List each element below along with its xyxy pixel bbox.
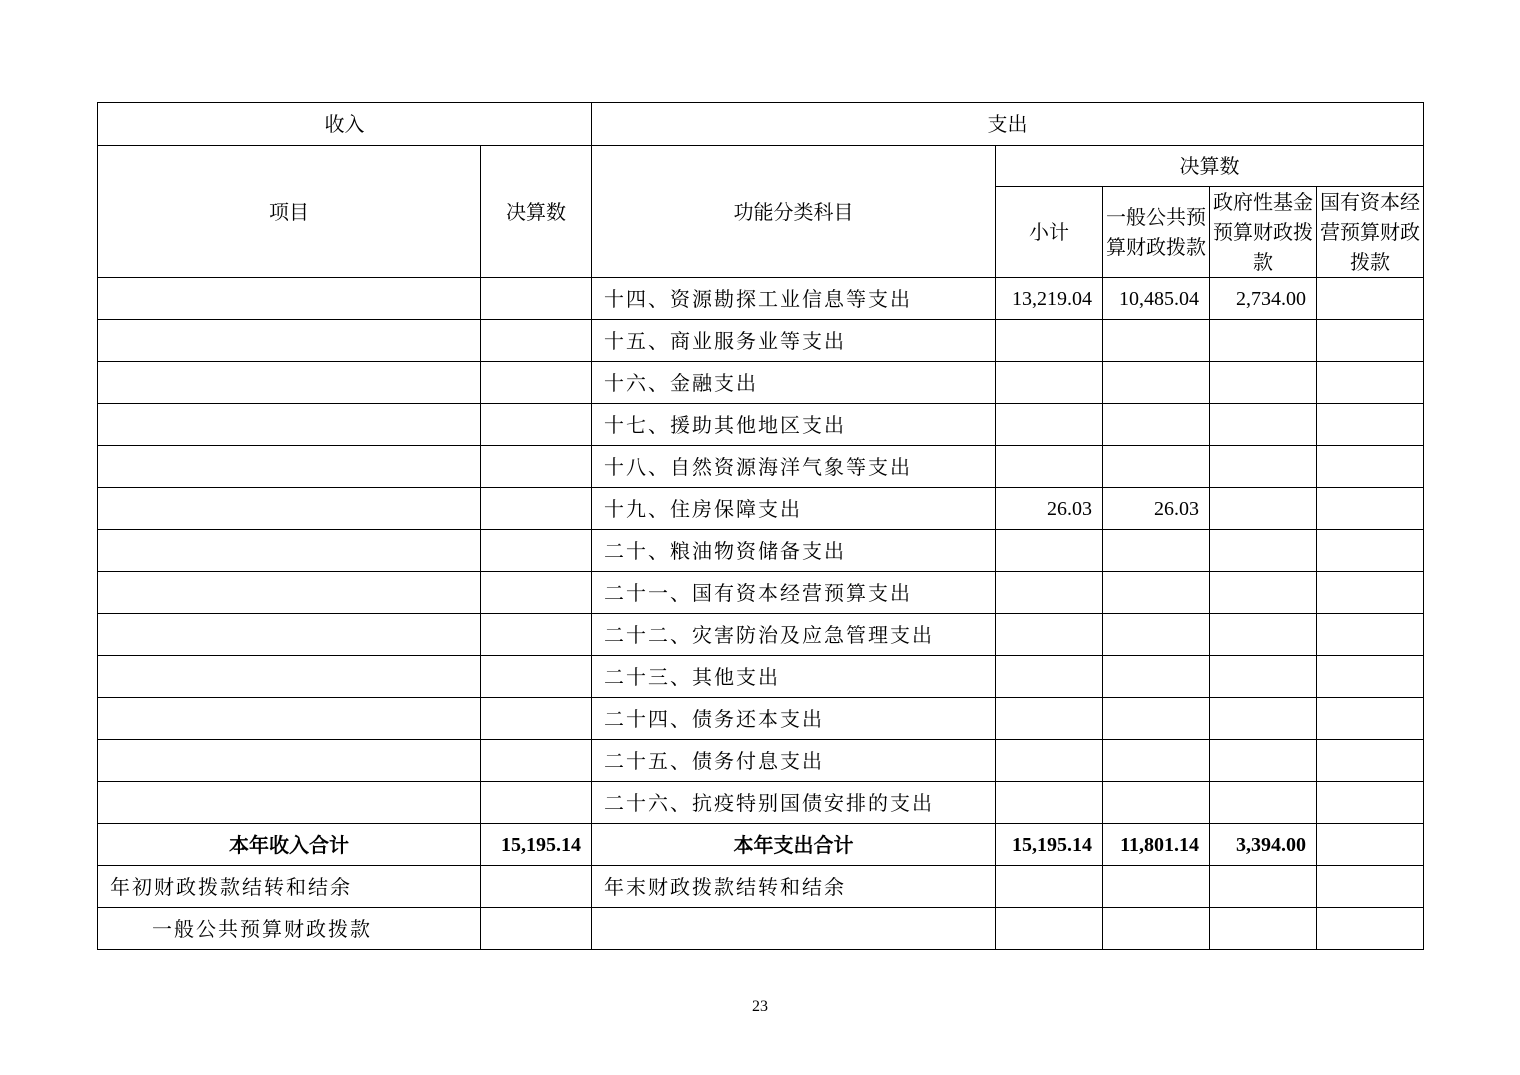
income-item-cell	[98, 488, 481, 530]
category-cell: 二十、粮油物资储备支出	[592, 530, 996, 572]
carryover-general-row	[98, 908, 1424, 950]
income-item-cell	[98, 446, 481, 488]
category-cell: 十八、自然资源海洋气象等支出	[592, 446, 996, 488]
capital-cell	[1317, 656, 1424, 698]
table-row	[98, 572, 1424, 614]
income-amount-cell	[481, 782, 592, 824]
carryover-fund-cell	[1210, 866, 1317, 908]
fund-cell	[1210, 614, 1317, 656]
table-row	[98, 320, 1424, 362]
function-category-header: 功能分类科目	[592, 146, 996, 278]
category-cell: 二十二、灾害防治及应急管理支出	[592, 614, 996, 656]
subtotal-cell: 13,219.04	[996, 278, 1103, 320]
fund-cell	[1210, 530, 1317, 572]
empty-fund-cell	[1210, 908, 1317, 950]
carryover-capital-cell	[1317, 866, 1424, 908]
subtotal-cell	[996, 572, 1103, 614]
income-item-cell	[98, 362, 481, 404]
subtotal-cell	[996, 320, 1103, 362]
table-row	[98, 656, 1424, 698]
fund-cell	[1210, 320, 1317, 362]
income-item-cell	[98, 572, 481, 614]
fund-total: 3,394.00	[1210, 824, 1317, 866]
general-cell	[1103, 572, 1210, 614]
general-cell	[1103, 530, 1210, 572]
table-row	[98, 614, 1424, 656]
income-amount-cell	[481, 572, 592, 614]
subtotal-cell	[996, 362, 1103, 404]
table-row	[98, 698, 1424, 740]
fund-cell	[1210, 572, 1317, 614]
empty-general-cell	[1103, 908, 1210, 950]
income-item-cell	[98, 698, 481, 740]
income-amount-cell	[481, 698, 592, 740]
budget-table	[97, 102, 1424, 950]
income-item-cell	[98, 740, 481, 782]
capital-budget-header: 国有资本经营预算财政拨款	[1317, 187, 1424, 278]
category-cell: 二十一、国有资本经营预算支出	[592, 572, 996, 614]
income-amount-cell	[481, 320, 592, 362]
empty-category-cell	[592, 908, 996, 950]
general-cell: 26.03	[1103, 488, 1210, 530]
capital-total	[1317, 824, 1424, 866]
table-row	[98, 404, 1424, 446]
category-cell: 十六、金融支出	[592, 362, 996, 404]
general-cell	[1103, 446, 1210, 488]
category-cell: 二十三、其他支出	[592, 656, 996, 698]
carryover-general-cell	[1103, 866, 1210, 908]
general-budget-amount	[481, 908, 592, 950]
general-budget-header: 一般公共预算财政拨款	[1103, 187, 1210, 278]
expenditure-carryover-label: 年末财政拨款结转和结余	[592, 866, 996, 908]
income-item-cell	[98, 656, 481, 698]
income-carryover-label: 年初财政拨款结转和结余	[98, 866, 481, 908]
category-cell: 十七、援助其他地区支出	[592, 404, 996, 446]
general-cell	[1103, 320, 1210, 362]
final-amount-group-header: 决算数	[996, 146, 1424, 187]
fund-cell	[1210, 740, 1317, 782]
table-row	[98, 782, 1424, 824]
income-amount-cell	[481, 488, 592, 530]
subtotal-cell	[996, 614, 1103, 656]
table-row	[98, 530, 1424, 572]
income-item-cell	[98, 404, 481, 446]
income-carryover-amount	[481, 866, 592, 908]
page-number: 23	[752, 998, 768, 1015]
subtotal-cell	[996, 782, 1103, 824]
income-amount-cell	[481, 530, 592, 572]
category-cell: 二十四、债务还本支出	[592, 698, 996, 740]
expenditure-header: 支出	[592, 103, 1424, 146]
subtotal-cell	[996, 656, 1103, 698]
totals-row	[98, 824, 1424, 866]
table-row	[98, 278, 1424, 320]
general-cell: 10,485.04	[1103, 278, 1210, 320]
income-amount-cell	[481, 362, 592, 404]
category-cell: 十五、商业服务业等支出	[592, 320, 996, 362]
income-total-amount: 15,195.14	[481, 824, 592, 866]
capital-cell	[1317, 530, 1424, 572]
table-row	[98, 362, 1424, 404]
table-row	[98, 488, 1424, 530]
general-cell	[1103, 404, 1210, 446]
capital-cell	[1317, 572, 1424, 614]
general-total: 11,801.14	[1103, 824, 1210, 866]
subtotal-header: 小计	[996, 187, 1103, 278]
income-amount-cell	[481, 278, 592, 320]
fund-cell	[1210, 656, 1317, 698]
fund-cell	[1210, 488, 1317, 530]
general-cell	[1103, 740, 1210, 782]
subtotal-cell	[996, 740, 1103, 782]
capital-cell	[1317, 488, 1424, 530]
subtotal-cell	[996, 404, 1103, 446]
general-cell	[1103, 698, 1210, 740]
category-cell: 十四、资源勘探工业信息等支出	[592, 278, 996, 320]
capital-cell	[1317, 404, 1424, 446]
subtotal-cell: 26.03	[996, 488, 1103, 530]
fund-cell: 2,734.00	[1210, 278, 1317, 320]
general-cell	[1103, 362, 1210, 404]
fund-cell	[1210, 698, 1317, 740]
general-cell	[1103, 656, 1210, 698]
table-row	[98, 446, 1424, 488]
capital-cell	[1317, 614, 1424, 656]
capital-cell	[1317, 782, 1424, 824]
subtotal-cell	[996, 530, 1103, 572]
fund-cell	[1210, 362, 1317, 404]
category-cell: 十九、住房保障支出	[592, 488, 996, 530]
income-amount-cell	[481, 446, 592, 488]
fund-cell	[1210, 404, 1317, 446]
general-cell	[1103, 614, 1210, 656]
income-header: 收入	[98, 103, 592, 146]
income-amount-cell	[481, 740, 592, 782]
carryover-subtotal-cell	[996, 866, 1103, 908]
expenditure-total-label: 本年支出合计	[592, 824, 996, 866]
income-final-amount-header: 决算数	[481, 146, 592, 278]
empty-capital-cell	[1317, 908, 1424, 950]
table-row	[98, 740, 1424, 782]
subtotal-cell	[996, 446, 1103, 488]
subtotal-cell	[996, 698, 1103, 740]
empty-subtotal-cell	[996, 908, 1103, 950]
general-cell	[1103, 782, 1210, 824]
income-amount-cell	[481, 614, 592, 656]
capital-cell	[1317, 740, 1424, 782]
capital-cell	[1317, 446, 1424, 488]
general-budget-label: 一般公共预算财政拨款	[98, 908, 481, 950]
item-header: 项目	[98, 146, 481, 278]
category-cell: 二十五、债务付息支出	[592, 740, 996, 782]
capital-cell	[1317, 362, 1424, 404]
subtotal-total: 15,195.14	[996, 824, 1103, 866]
fund-cell	[1210, 446, 1317, 488]
income-item-cell	[98, 782, 481, 824]
income-item-cell	[98, 530, 481, 572]
category-cell: 二十六、抗疫特别国债安排的支出	[592, 782, 996, 824]
income-amount-cell	[481, 404, 592, 446]
income-amount-cell	[481, 656, 592, 698]
capital-cell	[1317, 320, 1424, 362]
capital-cell	[1317, 698, 1424, 740]
capital-cell	[1317, 278, 1424, 320]
income-item-cell	[98, 614, 481, 656]
fund-cell	[1210, 782, 1317, 824]
income-item-cell	[98, 278, 481, 320]
income-item-cell	[98, 320, 481, 362]
carryover-row	[98, 866, 1424, 908]
income-total-label: 本年收入合计	[98, 824, 481, 866]
fund-budget-header: 政府性基金预算财政拨款	[1210, 187, 1317, 278]
